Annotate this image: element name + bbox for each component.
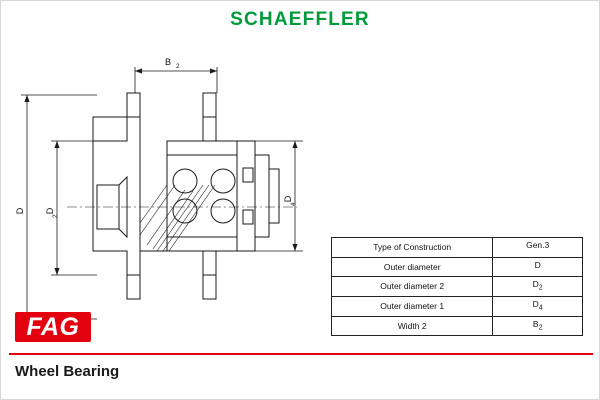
label-d: D — [15, 207, 25, 215]
spec-label: Type of Construction — [332, 238, 493, 258]
label-d4-sub: 4 — [290, 202, 297, 206]
label-b2: B — [164, 57, 172, 67]
spec-value-base: D — [532, 279, 539, 290]
table-row — [332, 277, 583, 297]
bearing-cross-section — [67, 93, 297, 299]
schaeffler-logo-text: SCHAEFFLER — [230, 9, 370, 30]
spec-value-sub: 4 — [538, 304, 543, 312]
spec-label: Outer diameter 1 — [332, 297, 493, 317]
fag-logo — [15, 312, 91, 342]
schaeffler-logo — [1, 9, 599, 31]
dimension-b2 — [135, 67, 217, 93]
table-row — [332, 238, 583, 258]
spec-value-base: D — [532, 299, 539, 310]
spec-value — [493, 238, 583, 258]
specification-table — [331, 237, 583, 336]
spec-value-sub: 2 — [538, 285, 543, 293]
spec-value-base: Gen.3 — [526, 240, 550, 250]
label-b2-sub: 2 — [176, 63, 180, 70]
fag-logo-text: FAG — [26, 313, 80, 341]
spec-value — [493, 257, 583, 277]
spec-label: Outer diameter — [332, 257, 493, 277]
table-row — [332, 257, 583, 277]
spec-label: Width 2 — [332, 316, 493, 336]
label-d4: D — [283, 195, 293, 203]
spec-value — [493, 316, 583, 336]
spec-value — [493, 297, 583, 317]
spec-value-base: B — [532, 318, 539, 329]
label-d2: D — [45, 207, 55, 215]
spec-value-base: D — [534, 259, 541, 270]
footer-divider — [9, 353, 593, 355]
table-row — [332, 316, 583, 336]
spec-value-sub: 2 — [538, 324, 543, 332]
page-title: Wheel Bearing — [15, 363, 120, 380]
technical-drawing — [7, 35, 337, 325]
label-d2-sub: 2 — [52, 214, 59, 218]
spec-value — [493, 277, 583, 297]
table-row — [332, 297, 583, 317]
spec-label: Outer diameter 2 — [332, 277, 493, 297]
dimension-d2 — [51, 141, 97, 275]
